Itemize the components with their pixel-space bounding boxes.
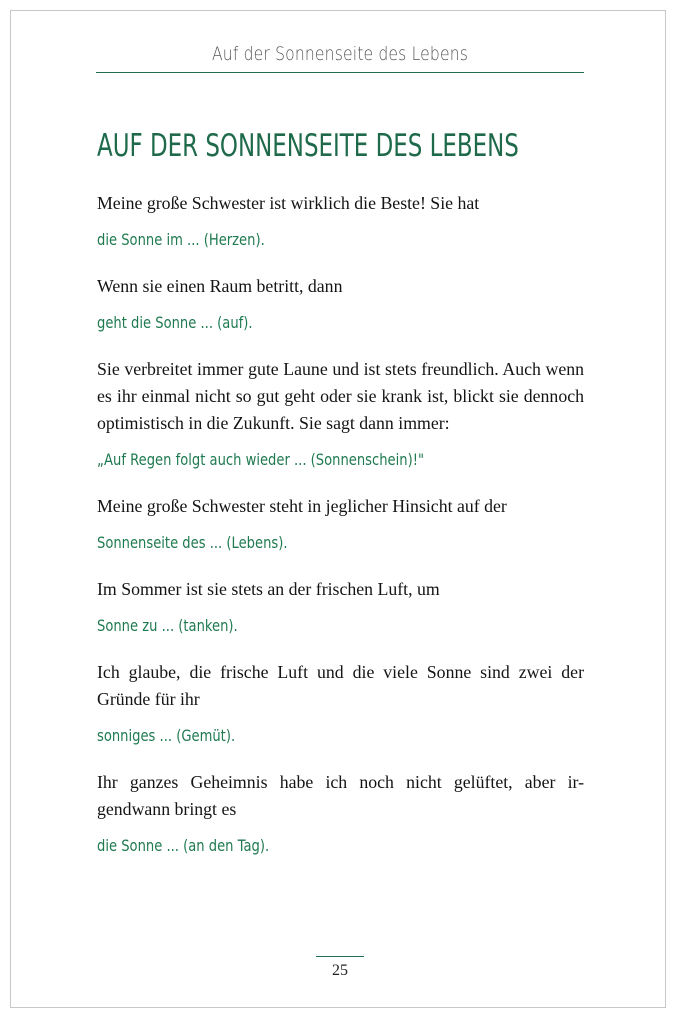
prose-paragraph: Ihr ganzes Geheimnis habe ich noch nicht gelüftet, aber ir-gendwann bringt es <box>97 772 584 819</box>
answer-line: die Sonne im ... (Herzen). <box>97 230 265 249</box>
answer-line: sonniges ... (Gemüt). <box>97 726 236 745</box>
prose-paragraph: Im Sommer ist sie stets an der frischen Luft, um <box>97 579 440 599</box>
content-body <box>97 190 584 859</box>
answer-line: die Sonne ... (an den Tag). <box>97 836 270 855</box>
header-rule <box>96 72 584 73</box>
running-header: Auf der Sonnenseite des Lebens <box>211 43 469 65</box>
footer-rule <box>316 956 364 957</box>
answer-line: geht die Sonne ... (auf). <box>97 313 253 332</box>
prose-paragraph: Sie verbreitet immer gute Laune und ist stets freundlich. Auch wenn es ihr einmal nicht so gut geht oder sie krank ist, blickt sie dennoch optimistisch in die Zukunft. Sie sagt dann immer: <box>97 359 584 433</box>
prose-paragraph: Ich glaube, die frische Luft und die viele Sonne sind zwei der Gründe für ihr <box>97 662 584 709</box>
prose-paragraph: Meine große Schwester ist wirklich die Beste! Sie hat <box>97 193 480 213</box>
chapter-title: AUF DER SONNENSEITE DES LEBENS <box>97 128 519 164</box>
page-number: 25 <box>332 962 348 979</box>
answer-line: Sonnenseite des ... (Lebens). <box>97 533 288 552</box>
prose-paragraph: Wenn sie einen Raum betritt, dann <box>97 276 343 296</box>
answer-line: „Auf Regen folgt auch wieder ... (Sonnenschein)!" <box>97 450 424 469</box>
answer-line: Sonne zu ... (tanken). <box>97 616 238 635</box>
prose-paragraph: Meine große Schwester steht in jeglicher Hinsicht auf der <box>97 496 507 516</box>
